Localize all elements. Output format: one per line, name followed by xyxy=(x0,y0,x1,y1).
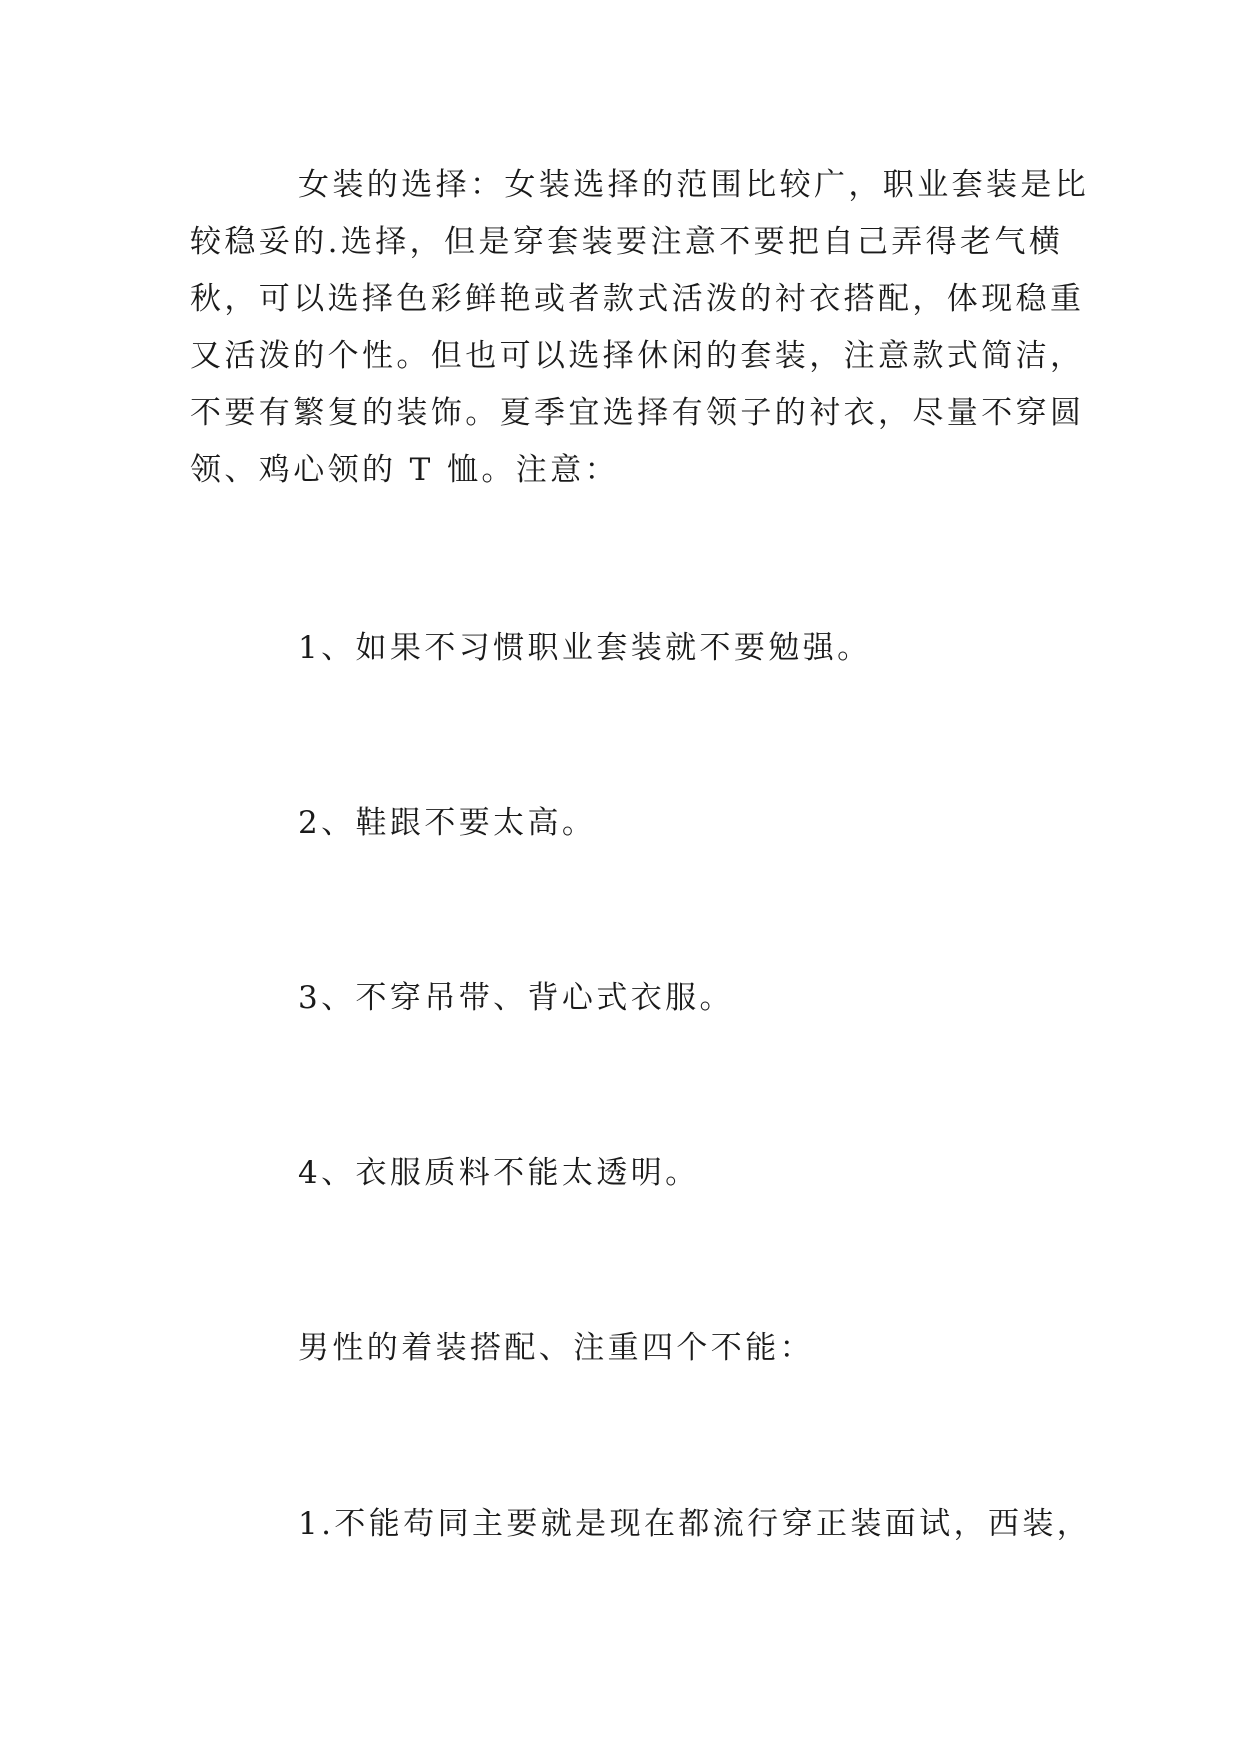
paragraph-line: 领、鸡心领的 T 恤。注意： xyxy=(190,452,619,488)
paragraph-line: 秋，可以选择色彩鲜艳或者款式活泼的衬衣搭配，体现稳重 xyxy=(190,281,1085,317)
paragraph-line: 较稳妥的.选择，但是穿套装要注意不要把自己弄得老气横 xyxy=(190,224,1064,260)
men-list-item-1: 1.不能苟同主要就是现在都流行穿正装面试，西装， xyxy=(298,1506,1092,1542)
list-item-1: 1、如果不习惯职业套装就不要勉强。 xyxy=(298,630,872,666)
paragraph-line: 又活泼的个性。但也可以选择休闲的套装，注意款式简洁， xyxy=(190,338,1085,374)
men-section-heading: 男性的着装搭配、注重四个不能： xyxy=(298,1330,814,1366)
paragraph-line: 女装的选择：女装选择的范围比较广，职业套装是比 xyxy=(298,167,1090,203)
list-item-2: 2、鞋跟不要太高。 xyxy=(298,805,597,841)
paragraph-line: 不要有繁复的装饰。夏季宜选择有领子的衬衣，尽量不穿圆 xyxy=(190,395,1085,431)
intro-paragraph xyxy=(190,157,1090,499)
list-item-3: 3、不穿吊带、背心式衣服。 xyxy=(298,980,734,1016)
list-item-4: 4、衣服质料不能太透明。 xyxy=(298,1155,700,1191)
